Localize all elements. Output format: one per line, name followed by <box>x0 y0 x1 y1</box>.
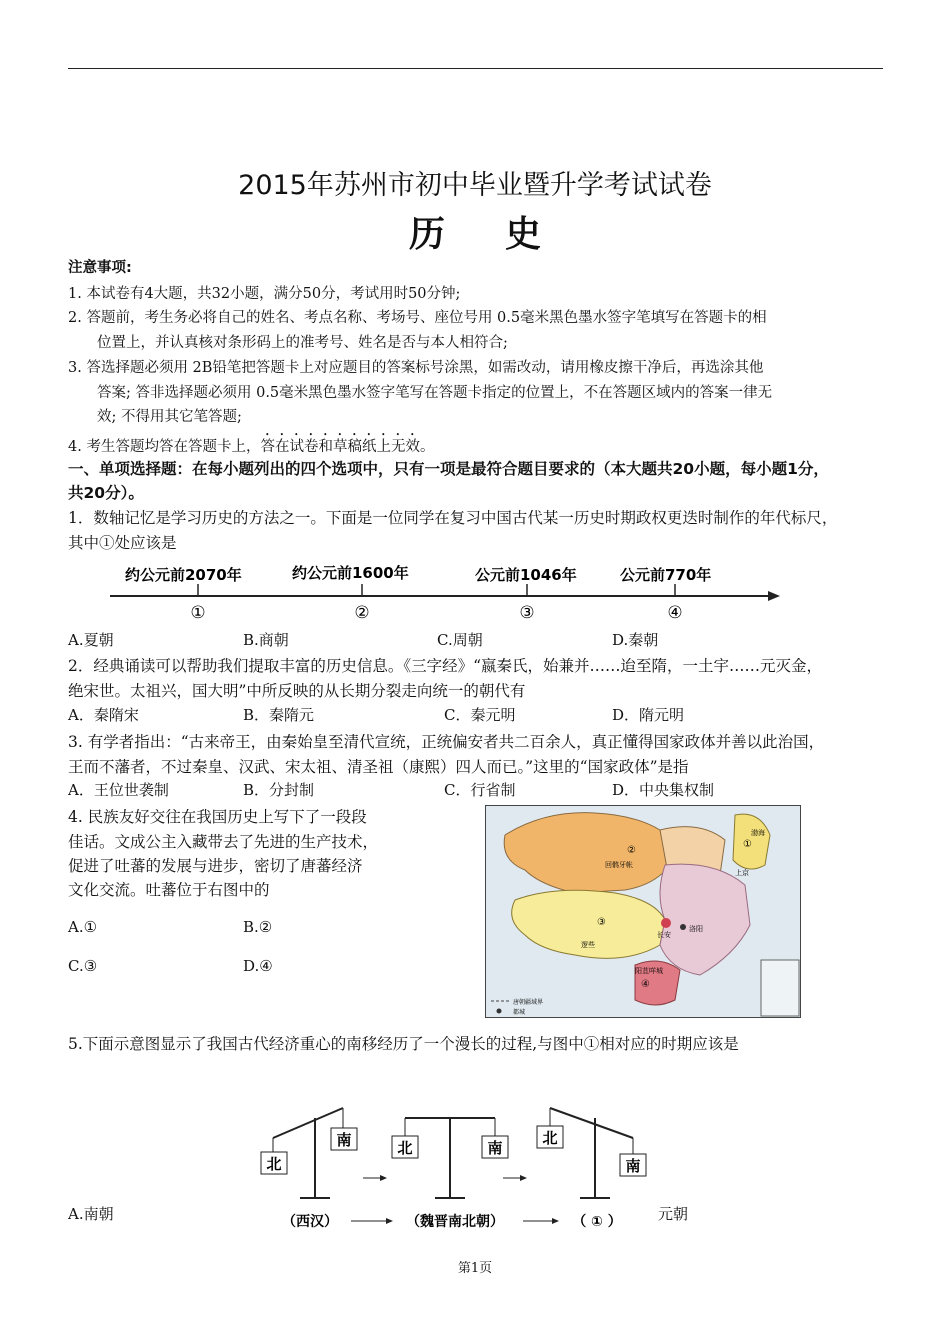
notes-item-3-line-2: 答案; 答非选择题必须用 0.5毫米黑色墨水签字笔写在答题卡指定的位置上，不在答题区域内的答案一律无 <box>97 385 773 401</box>
q1-option-a: A.夏朝 <box>68 631 114 649</box>
q3-text-line-1: 3. 有学者指出：“古来帝王，由秦始皇至清代宣统，正统偏安者共二百余人，真正懂得国家政体并善以此治国， <box>68 733 825 751</box>
map-label-2: ② <box>627 845 636 856</box>
q4-text-line-3: 促进了吐蕃的发展与进步，密切了唐蕃经济 <box>68 857 363 875</box>
q2-option-c: C．秦元明 <box>444 706 516 724</box>
q1-text-line-2: 其中①处应该是 <box>68 534 177 552</box>
map-label-4: ④ <box>641 979 650 990</box>
section-1-heading-line-2: 共20分）。 <box>68 484 144 502</box>
q4-text-line-1: 4. 民族友好交往在我国历史上写下了一段段 <box>68 808 367 826</box>
map-label-1: ① <box>743 839 752 850</box>
map-label-yangjumie: 阳苴咩城 <box>635 967 663 975</box>
q2-text-line-2: 绝宋世。太祖兴，国大明”中所反映的从长期分裂走向统一的朝代有 <box>68 682 526 700</box>
map-label-luoxie: 逻些 <box>581 941 595 949</box>
timeline-mark-4: ④ <box>667 603 683 623</box>
map-label-bohai: 渤海 <box>751 829 765 837</box>
q3-text-line-2: 王而不藩者，不过秦皇、汉武、宋太祖、清圣祖（康熙）四人而已。”这里的“国家政体”是指 <box>68 758 689 776</box>
timeline-mark-2: ② <box>354 603 370 623</box>
balance-2-north: 北 <box>397 1139 413 1157</box>
notes-heading: 注意事项: <box>68 260 132 276</box>
q4-option-c: C.③ <box>68 957 98 975</box>
stage-label-1: （西汉） <box>282 1214 338 1230</box>
map-inset <box>761 960 799 1016</box>
stage-arrow-2-head <box>552 1218 559 1224</box>
q1-option-d: D.秦朝 <box>612 631 659 649</box>
notes-item-1: 1. 本试卷有4大题，共32小题，满分50分，考试用时50分钟; <box>68 286 461 302</box>
balance-3-north: 北 <box>542 1129 558 1147</box>
q2-option-b: B．秦隋元 <box>243 706 315 724</box>
q1-option-b: B.商朝 <box>243 631 289 649</box>
stage-arrow-1-head <box>386 1218 393 1224</box>
arrow-2-head <box>520 1175 527 1181</box>
q5-text-line-1: 5.下面示意图显示了我国古代经济重心的南移经历了一个漫长的过程,与图中①相对应的时期应该是 <box>68 1035 739 1053</box>
map-legend-border: 唐朝疆域界 <box>513 999 544 1006</box>
q3-option-a: A．王位世袭制 <box>68 781 169 799</box>
q1-text-line-1: 1．数轴记忆是学习历史的方法之一。下面是一位同学在复习中国古代某一历史时期政权更迭时制作的年代标尺， <box>68 509 838 527</box>
q4-text-line-4: 文化交流。吐蕃位于右图中的 <box>68 881 270 899</box>
q2-option-a: A．秦隋宋 <box>68 706 139 724</box>
stage-label-3: （ ① ） <box>572 1214 622 1230</box>
section-1-heading-line-1: 一、单项选择题：在每小题列出的四个选项中，只有一项是最符合题目要求的（本大题共20小题，每小题1分， <box>68 460 829 478</box>
q4-option-a: A.① <box>68 918 98 936</box>
notes-item-4-pre: 4. 考生答题均答在答题卡上， <box>68 439 261 455</box>
timeline-label-4: 公元前770年 <box>620 566 712 584</box>
map-legend-capital-icon <box>497 1009 502 1014</box>
stage-label-2: （魏晋南北朝） <box>406 1214 504 1230</box>
q1-option-c: C.周朝 <box>437 631 483 649</box>
notes-item-2-line-1: 2. 答题前，考生务必将自己的姓名、考点名称、考场号、座位号用 0.5毫米黑色墨水签字笔填写在答题卡的相 <box>68 310 767 326</box>
timeline-arrow <box>768 591 780 601</box>
map-label-changan: 长安 <box>657 931 671 939</box>
timeline-mark-3: ③ <box>519 603 535 623</box>
arrow-1-head <box>380 1175 387 1181</box>
map-marker-luoyang <box>680 924 686 930</box>
q5-option-right: 元朝 <box>658 1205 689 1223</box>
q3-option-b: B．分封制 <box>243 781 315 799</box>
map-label-shangjing: 上京 <box>735 869 749 877</box>
page-number: 第1页 <box>457 1261 493 1276</box>
map-label-3: ③ <box>597 917 606 928</box>
balance-2-south: 南 <box>487 1139 503 1157</box>
q1-timeline <box>100 560 790 624</box>
q5-balance-diagram <box>255 1100 685 1232</box>
q2-option-d: D．隋元明 <box>612 706 685 724</box>
notes-item-2-line-2: 位置上，并认真核对条形码上的准考号、姓名是否与本人相符合; <box>97 335 508 351</box>
notes-item-3-line-3: 效; 不得用其它笔答题; <box>97 409 242 425</box>
timeline-label-2: 约公元前1600年 <box>292 564 409 582</box>
top-rule <box>68 68 883 69</box>
subject-title: 历史 <box>408 214 601 255</box>
timeline-label-3: 公元前1046年 <box>475 566 577 584</box>
notes-item-3-line-1: 3. 答选择题必须用 2B铅笔把答题卡上对应题目的答案标号涂黑，如需改动，请用橡皮擦干净后，再选涂其他 <box>68 360 764 376</box>
balance-3-south: 南 <box>625 1157 641 1175</box>
map-marker-changan <box>661 918 671 928</box>
q4-option-d: D.④ <box>243 957 273 975</box>
q2-text-line-1: 2．经典诵读可以帮助我们提取丰富的历史信息。《三字经》“嬴秦氏，始兼并……迨至隋，一土宇……元灭金， <box>68 657 823 675</box>
map-legend-capital: 都城 <box>513 1009 526 1016</box>
timeline-label-1: 约公元前2070年 <box>125 566 242 584</box>
q3-option-c: C．行省制 <box>444 781 516 799</box>
q4-text-line-2: 佳话。文成公主入藏带去了先进的生产技术， <box>68 833 379 851</box>
notes-item-4-emphasis: 答在试卷和草稿纸上无效 <box>260 439 420 455</box>
exam-title: 2015年苏州市初中毕业暨升学考试试卷 <box>238 170 712 201</box>
q4-tang-map <box>485 805 801 1018</box>
q5-option-a: A.南朝 <box>68 1205 114 1223</box>
balance-1-south: 南 <box>336 1131 352 1149</box>
q3-option-d: D．中央集权制 <box>612 781 715 799</box>
map-label-luoyang: 洛阳 <box>689 925 703 933</box>
balance-1-north: 北 <box>266 1155 282 1173</box>
notes-item-4-post: 。 <box>419 439 435 455</box>
timeline-mark-1: ① <box>190 603 206 623</box>
q4-option-b: B.② <box>243 918 273 936</box>
notes-item-4 <box>68 431 434 456</box>
map-label-huihu: 回鹘牙帐 <box>605 861 633 869</box>
